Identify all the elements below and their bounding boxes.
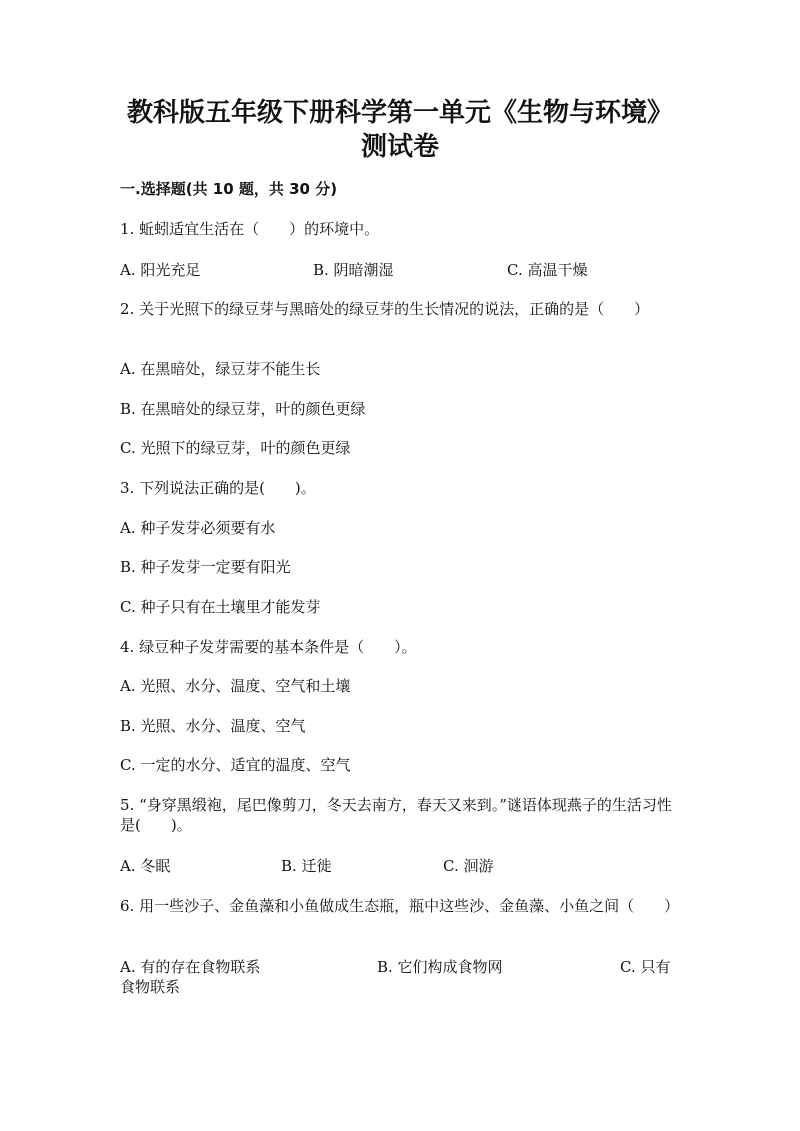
page-title: 教科版五年级下册科学第一单元《生物与环境》测试卷: [126, 98, 673, 162]
question-3-option-c[interactable]: C. 种子只有在土壤里才能发芽: [120, 598, 321, 616]
question-1-option-c[interactable]: C. 高温干燥: [507, 261, 588, 279]
question-6-option-a[interactable]: A. 有的存在食物联系: [120, 958, 261, 976]
question-6-option-b[interactable]: B. 它们构成食物网: [377, 958, 503, 976]
question-5-option-a[interactable]: A. 冬眠: [120, 857, 171, 875]
question-2-stem: 2. 关于光照下的绿豆芽与黑暗处的绿豆芽的生长情况的说法，正确的是（ ）: [120, 300, 650, 318]
question-1-option-b[interactable]: B. 阴暗潮湿: [313, 261, 394, 279]
section-heading: 一.选择题(共 10 题，共 30 分): [120, 180, 338, 198]
question-2-option-a[interactable]: A. 在黑暗处，绿豆芽不能生长: [120, 360, 321, 378]
question-4-stem: 4. 绿豆种子发芽需要的基本条件是（ ）。: [120, 638, 417, 656]
question-4-option-c[interactable]: C. 一定的水分、适宜的温度、空气: [120, 756, 351, 774]
question-5-option-b[interactable]: B. 迁徙: [281, 857, 332, 875]
question-6-option-c-continued: 食物联系: [120, 978, 181, 996]
question-2-option-b[interactable]: B. 在黑暗处的绿豆芽，叶的颜色更绿: [120, 400, 366, 418]
question-1-stem: 1. 蚯蚓适宜生活在（ ）的环境中。: [120, 220, 380, 238]
question-2-option-c[interactable]: C. 光照下的绿豆芽，叶的颜色更绿: [120, 439, 351, 457]
question-3-option-a[interactable]: A. 种子发芽必须要有水: [120, 519, 276, 537]
question-5-option-c[interactable]: C. 洄游: [443, 857, 494, 875]
question-3-option-b[interactable]: B. 种子发芽一定要有阳光: [120, 558, 291, 576]
question-5-stem: 5. “身穿黑缎袍，尾巴像剪刀，冬天去南方，春天又来到。”谜语体现燕子的生活习性是( )。: [120, 796, 672, 834]
question-1-option-a[interactable]: A. 阳光充足: [120, 261, 201, 279]
question-4-option-a[interactable]: A. 光照、水分、温度、空气和土壤: [120, 677, 351, 695]
question-6-stem: 6. 用一些沙子、金鱼藻和小鱼做成生态瓶，瓶中这些沙、金鱼藻、小鱼之间（ ）: [120, 897, 680, 915]
question-3-stem: 3. 下列说法正确的是( )。: [120, 479, 316, 497]
question-6-option-c[interactable]: C. 只有: [620, 958, 671, 976]
question-4-option-b[interactable]: B. 光照、水分、温度、空气: [120, 717, 306, 735]
